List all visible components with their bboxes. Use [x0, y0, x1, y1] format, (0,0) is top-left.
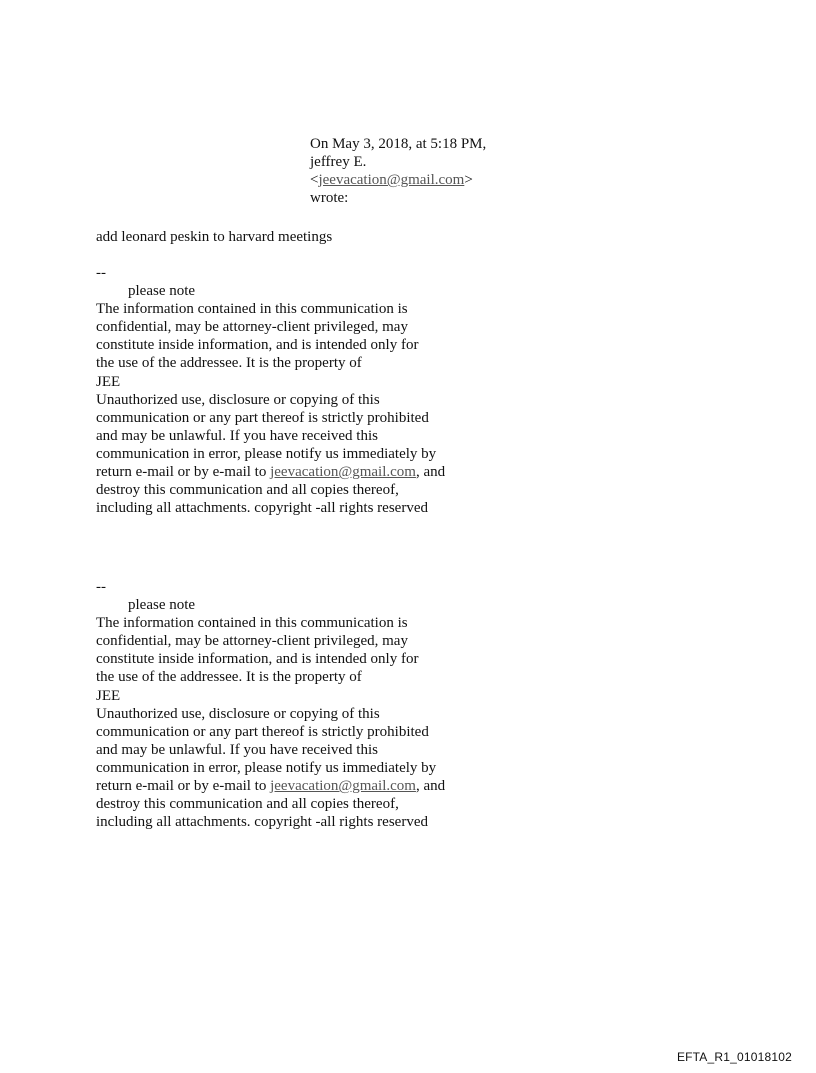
reply-header [310, 135, 530, 207]
confidentiality-footer [96, 578, 516, 831]
footer-line: communication or any part thereof is strictly prohibited [96, 409, 429, 426]
footer-email-post: , and [415, 464, 446, 481]
footer-line [96, 463, 516, 481]
footer-separator: -- [96, 579, 106, 595]
footer-email-pre: return e-mail or by e-mail to [96, 464, 271, 481]
reply-date-line: On May 3, 2018, at 5:18 PM, [310, 136, 487, 152]
footer-line: including all attachments. copyright -all rights reserved [96, 814, 428, 831]
wrote-label: wrote: [310, 190, 349, 206]
footer-email-post: , and [415, 778, 446, 795]
document-id: EFTA_R1_01018102 [676, 1050, 792, 1064]
confidentiality-footer [96, 264, 516, 517]
footer-line: and may be unlawful. If you have received this [96, 427, 378, 444]
footer-line: JEE [96, 373, 121, 390]
footer-line: the use of the addressee. It is the property of [96, 355, 362, 372]
footer-line: JEE [96, 687, 121, 704]
footer-line: destroy this communication and all copies thereof, [96, 482, 399, 499]
footer-email-link[interactable]: jeevacation@gmail.com [270, 778, 416, 795]
footer-line: and may be unlawful. If you have received this [96, 741, 378, 758]
footer-line: constitute inside information, and is intended only for [96, 651, 419, 668]
footer-email-pre: return e-mail or by e-mail to [96, 778, 271, 795]
footer-line: confidential, may be attorney-client privileged, may [96, 633, 408, 650]
footer-line: confidential, may be attorney-client privileged, may [96, 319, 408, 336]
footer-line: The information contained in this communication is [96, 301, 408, 318]
footer-separator: -- [96, 265, 106, 281]
footer-line: The information contained in this communication is [96, 615, 408, 632]
gt-bracket: > [464, 172, 473, 188]
footer-line [96, 777, 516, 795]
footer-note: please note [128, 283, 196, 300]
message-body: add leonard peskin to harvard meetings [96, 229, 333, 245]
footer-line: constitute inside information, and is intended only for [96, 337, 419, 354]
footer-line: Unauthorized use, disclosure or copying of this [96, 705, 380, 722]
footer-line: Unauthorized use, disclosure or copying of this [96, 391, 380, 408]
footer-line: including all attachments. copyright -all rights reserved [96, 500, 428, 517]
footer-note: please note [128, 597, 196, 614]
footer-line: the use of the addressee. It is the property of [96, 669, 362, 686]
footer-email-link[interactable]: jeevacation@gmail.com [270, 464, 416, 481]
footer-line: communication or any part thereof is strictly prohibited [96, 723, 429, 740]
lt-bracket: < [310, 172, 319, 188]
footer-line: destroy this communication and all copies thereof, [96, 796, 399, 813]
footer-line: communication in error, please notify us immediately by [96, 759, 437, 776]
footer-line: communication in error, please notify us immediately by [96, 445, 437, 462]
sender-email-line [310, 171, 530, 189]
sender-email-link[interactable]: jeevacation@gmail.com [318, 172, 465, 188]
sender-name: jeffrey E. [310, 154, 367, 170]
